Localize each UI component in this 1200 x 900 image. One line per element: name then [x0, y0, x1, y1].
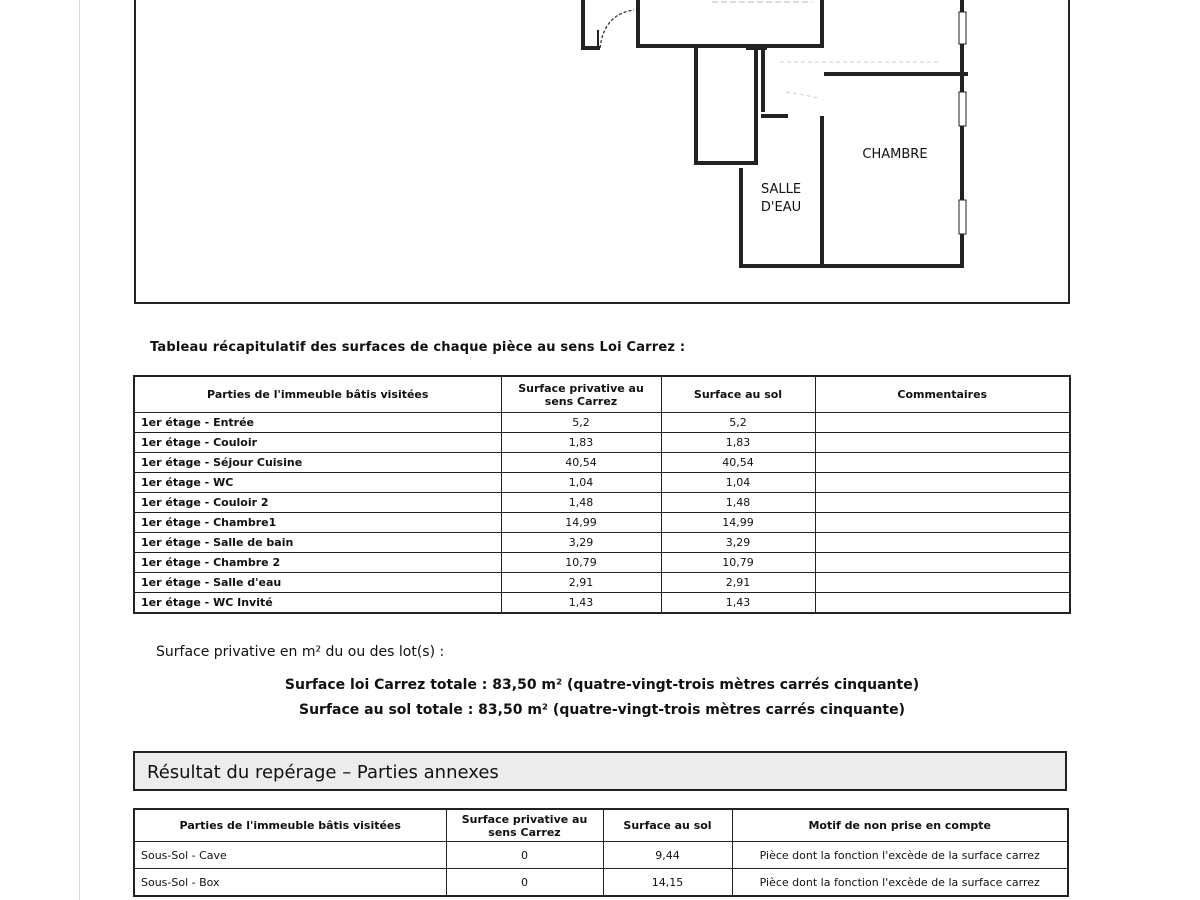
cell-comment [815, 533, 1070, 553]
header-surface-sol: Surface au sol [603, 809, 732, 842]
cell-comment [815, 413, 1070, 433]
cell-comment [815, 453, 1070, 473]
header-surface-carrez: Surface privative au sens Carrez [446, 809, 603, 842]
cell-sol: 1,48 [661, 493, 815, 513]
cell-sol: 5,2 [661, 413, 815, 433]
cell-comment [815, 593, 1070, 614]
cell-comment [815, 553, 1070, 573]
header-motif: Motif de non prise en compte [732, 809, 1068, 842]
cell-carrez: 2,91 [501, 573, 661, 593]
room-label-salle-eau: SALLE D'EAU [760, 182, 802, 215]
cell-name: 1er étage - Séjour Cuisine [134, 453, 501, 473]
door-swing [600, 10, 634, 48]
plan-wall [638, 0, 822, 46]
cell-carrez: 1,83 [501, 433, 661, 453]
cell-carrez: 1,43 [501, 593, 661, 614]
room-label-chambre: CHAMBRE [862, 147, 928, 162]
cell-carrez: 10,79 [501, 553, 661, 573]
cell-sol: 3,29 [661, 533, 815, 553]
table-row [134, 842, 1068, 869]
cell-name: 1er étage - WC Invité [134, 593, 501, 614]
table-row [134, 473, 1070, 493]
cell-sol: 1,43 [661, 593, 815, 614]
table-row [134, 553, 1070, 573]
table-row [134, 433, 1070, 453]
floor-plan-drawing [0, 0, 1200, 310]
table-row [134, 453, 1070, 473]
header-parties: Parties de l'immeuble bâtis visitées [134, 809, 446, 842]
table-row [134, 493, 1070, 513]
table-row [134, 513, 1070, 533]
plan-wall [583, 0, 598, 48]
plan-wall [741, 0, 962, 266]
cell-sol: 2,91 [661, 573, 815, 593]
cell-name: Sous-Sol - Box [134, 869, 446, 897]
cell-sol: 40,54 [661, 453, 815, 473]
cell-comment [815, 513, 1070, 533]
table-row [134, 593, 1070, 614]
table-row [134, 533, 1070, 553]
cell-carrez: 3,29 [501, 533, 661, 553]
table-row [134, 413, 1070, 433]
cell-name: 1er étage - Entrée [134, 413, 501, 433]
cell-name: 1er étage - Couloir [134, 433, 501, 453]
cell-name: 1er étage - Salle d'eau [134, 573, 501, 593]
cell-comment [815, 573, 1070, 593]
window-mark [959, 92, 966, 126]
carrez-summary-table [133, 375, 1071, 614]
cell-comment [815, 493, 1070, 513]
table-row [134, 573, 1070, 593]
annexes-section-banner [133, 751, 1067, 791]
annexes-title: Résultat du repérage – Parties annexes [147, 762, 499, 783]
summary-caption: Tableau récapitulatif des surfaces de chaque pièce au sens Loi Carrez : [150, 340, 686, 355]
cell-carrez: 0 [446, 869, 603, 897]
cell-carrez: 0 [446, 842, 603, 869]
header-surface-sol: Surface au sol [661, 376, 815, 413]
surface-lead-text: Surface privative en m² du ou des lot(s) : [156, 644, 445, 660]
header-surface-carrez: Surface privative au sens Carrez [501, 376, 661, 413]
header-parties: Parties de l'immeuble bâtis visitées [134, 376, 501, 413]
cell-carrez: 5,2 [501, 413, 661, 433]
cell-sol: 1,83 [661, 433, 815, 453]
cell-sol: 14,15 [603, 869, 732, 897]
cell-name: 1er étage - Chambre1 [134, 513, 501, 533]
cell-name: 1er étage - WC [134, 473, 501, 493]
cell-sol: 14,99 [661, 513, 815, 533]
cell-sol: 9,44 [603, 842, 732, 869]
cell-motif: Pièce dont la fonction l'excède de la surface carrez [732, 842, 1068, 869]
annexes-table [133, 808, 1069, 897]
cell-carrez: 40,54 [501, 453, 661, 473]
total-sol: Surface au sol totale : 83,50 m² (quatre-vingt-trois mètres carrés cinquante) [299, 702, 905, 718]
cell-name: 1er étage - Chambre 2 [134, 553, 501, 573]
total-carrez: Surface loi Carrez totale : 83,50 m² (quatre-vingt-trois mètres carrés cinquante) [284, 677, 920, 693]
cell-carrez: 14,99 [501, 513, 661, 533]
cell-sol: 1,04 [661, 473, 815, 493]
table-header-row [134, 376, 1070, 413]
window-mark [959, 200, 966, 234]
cell-motif: Pièce dont la fonction l'excède de la surface carrez [732, 869, 1068, 897]
table-row [134, 869, 1068, 897]
plan-wall [696, 50, 756, 163]
cell-name: 1er étage - Couloir 2 [134, 493, 501, 513]
cell-comment [815, 433, 1070, 453]
header-commentaires: Commentaires [815, 376, 1070, 413]
window-mark [959, 12, 966, 44]
cell-name: 1er étage - Salle de bain [134, 533, 501, 553]
cell-name: Sous-Sol - Cave [134, 842, 446, 869]
cell-comment [815, 473, 1070, 493]
table-header-row [134, 809, 1068, 842]
cell-carrez: 1,04 [501, 473, 661, 493]
cell-carrez: 1,48 [501, 493, 661, 513]
cell-sol: 10,79 [661, 553, 815, 573]
